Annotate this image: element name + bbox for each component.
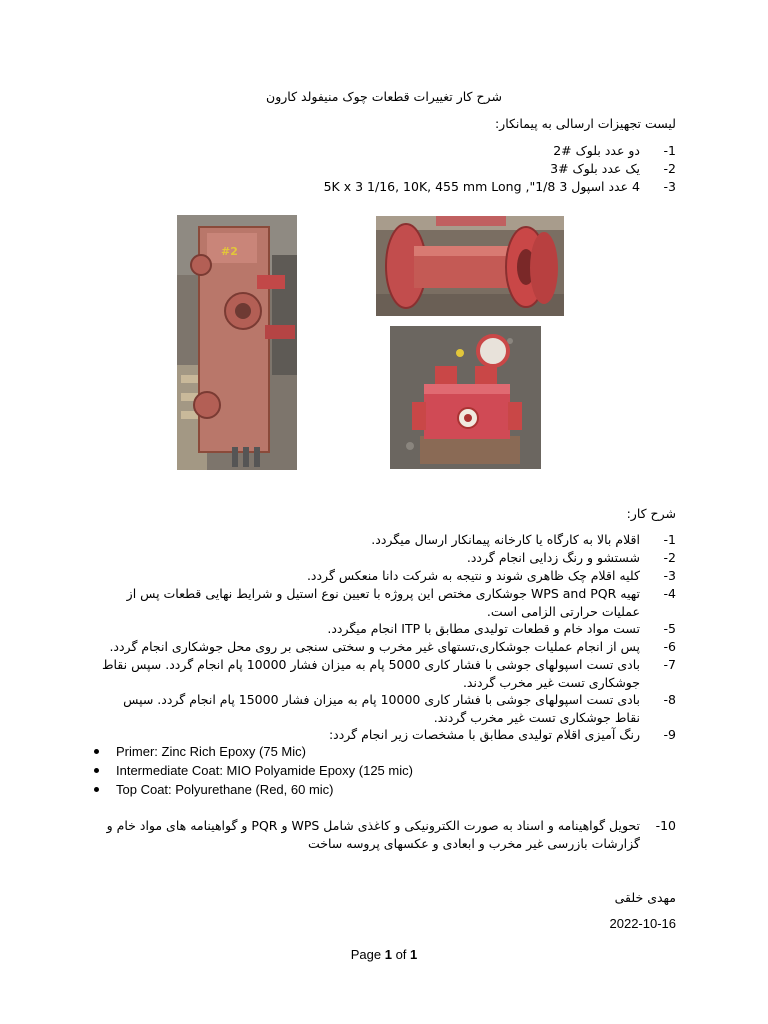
equipment-list — [156, 142, 676, 196]
item-text: پس از انجام عملیات جوشکاری،تستهای غیر مخرب و سختی سنجی بر روی محل جوشکاری انجام گردد. — [109, 639, 640, 654]
item-number: -5 — [663, 621, 676, 636]
item-number: -6 — [663, 639, 676, 654]
red-block-with-gauge-photo-icon — [390, 326, 541, 469]
equipment-item — [156, 142, 676, 160]
item-text: رنگ آمیزی اقلام تولیدی مطابق با مشخصات زیر انجام گردد: — [328, 727, 640, 742]
work-item-text: تحویل گواهینامه و اسناد به صورت الکترونیکی و کاغذی شامل WPS و PQR و گواهینامه های مواد خام و گزارشات بازرسی غیر مخرب و ابعادی و عکسهای پروسه ساخت — [106, 818, 640, 851]
work-item — [100, 549, 676, 567]
item-number: -1 — [663, 143, 676, 158]
equipment-item — [156, 178, 676, 196]
block-2-photo — [177, 215, 297, 470]
item-number: -3 — [663, 179, 676, 194]
coating-spec-item: Intermediate Coat: MIO Polyamide Epoxy (125 mic) — [92, 761, 492, 780]
item-text: اقلام بالا به کارگاه یا کارخانه پیمانکار ارسال میگردد. — [371, 532, 640, 547]
item-text: کلیه اقلام چک ظاهری شوند و نتیجه به شرکت دانا منعکس گردد. — [306, 568, 640, 583]
coating-spec-list — [92, 742, 492, 799]
item-number: -4 — [663, 586, 676, 601]
page-total: 1 — [410, 947, 418, 962]
item-text: شستشو و رنگ زدایی انجام گردد. — [466, 550, 640, 565]
item-number: -2 — [663, 550, 676, 565]
red-spool-photo-icon — [376, 216, 564, 316]
item-number: -2 — [663, 161, 676, 176]
work-item — [100, 531, 676, 549]
item-number: -3 — [663, 568, 676, 583]
item-text: دو عدد بلوک #2 — [553, 143, 640, 158]
equipment-list-heading: لیست تجهیزات ارسالی به پیمانکار: — [494, 116, 676, 131]
work-item — [100, 567, 676, 585]
item-text: 4 عدد اسپول 3 1/8", 5K x 3 1/16, 10K, 455 mm Long — [323, 179, 640, 194]
equipment-item — [156, 160, 676, 178]
work-item-10 — [86, 817, 676, 852]
work-item — [100, 691, 676, 726]
work-item — [100, 620, 676, 638]
item-text: تهیه WPS and PQR جوشکاری مختص این پروژه با تعیین نوع استیل و شرایط نهایی قطعات پس از عملیات حرارتی الزامی است. — [126, 586, 640, 619]
page-footer — [0, 947, 768, 962]
block-marking: #2 — [221, 245, 238, 258]
page-number: 1 — [384, 947, 392, 962]
item-number: -9 — [663, 727, 676, 742]
item-text: بادی تست اسپولهای جوشی با فشار کاری 5000 پام به میزان فشار 10000 پام انجام گردد. سپس نقاط جوشکاری تست غیر مخرب گردند. — [101, 657, 640, 690]
signature-name: مهدی خلقی — [614, 890, 676, 905]
coating-spec-item: Primer: Zinc Rich Epoxy (75 Mic) — [92, 742, 492, 761]
work-items-list — [100, 531, 676, 744]
work-item — [100, 638, 676, 656]
work-item — [100, 656, 676, 691]
work-item — [100, 585, 676, 620]
red-manifold-block-photo-icon — [177, 215, 297, 470]
item-number: -8 — [663, 692, 676, 707]
item-text: یک عدد بلوک #3 — [550, 161, 640, 176]
item-text: تست مواد خام و قطعات تولیدی مطابق با ITP انجام میگردد. — [327, 621, 640, 636]
of-label: of — [395, 947, 407, 962]
item-text: بادی تست اسپولهای جوشی با فشار کاری 10000 پام به میزان فشار 15000 پام انجام گردد. سپس نقاط جوشکاری تست غیر مخرب گردند. — [123, 692, 640, 725]
item-number: -7 — [663, 657, 676, 672]
signature-date: 2022-10-16 — [609, 916, 676, 931]
coating-spec-item: Top Coat: Polyurethane (Red, 60 mic) — [92, 780, 492, 799]
document-title: شرح کار تغییرات قطعات چوک منیفولد کارون — [266, 89, 502, 104]
block-3-photo — [390, 326, 541, 469]
spool-photo — [376, 216, 564, 316]
work-item-number: -10 — [655, 818, 676, 833]
work-description-heading: شرح کار: — [626, 506, 676, 521]
item-number: -1 — [663, 532, 676, 547]
page-label: Page — [350, 947, 382, 962]
